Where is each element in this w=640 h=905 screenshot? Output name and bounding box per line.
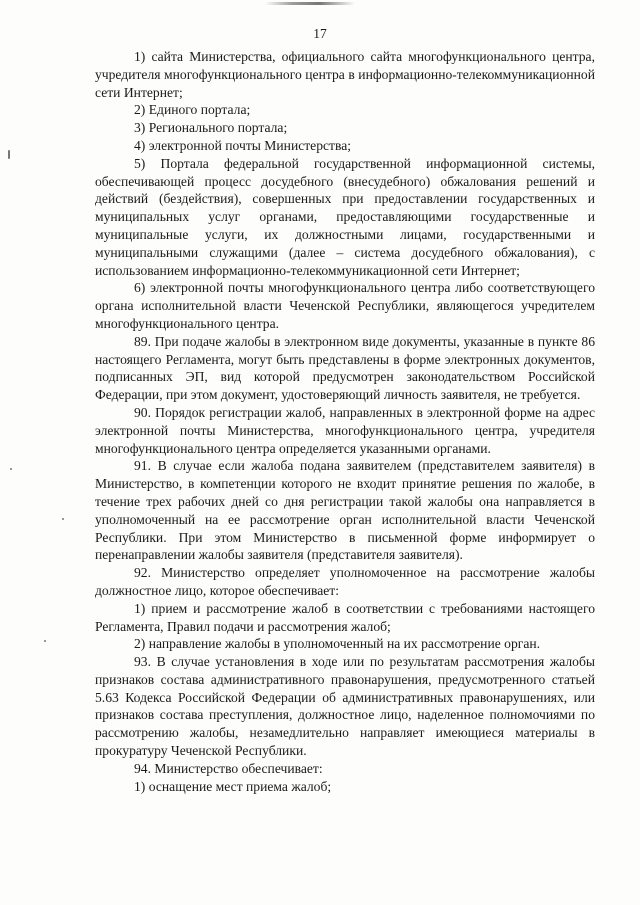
paragraph-clause-92: 92. Министерство определяет уполномоченное на рассмотрение жалобы должностное лицо, которое обеспечивает: [95,565,595,598]
paragraph-item-4-email: 4) электронной почты Министерства; [134,137,352,153]
scan-speck [8,150,10,159]
paragraph-item-6-mfc-email: 6) электронной почты многофункционального центра либо соответствующего органа исполнительной власти Чеченской Республики, являющегося учредителем многофункционального центра. [95,280,595,331]
paragraph-clause-89: 89. При подаче жалобы в электронном виде документы, указанные в пункте 86 настоящего Регламента, могут быть представлены в форме электронных документов, подписанных ЭП, вид которой предусмотрен законодательством Российской Федерации, при этом документ, удостоверяющий личность заявителя, не требуется. [95,333,595,403]
scan-speck [62,518,64,520]
paragraph-item-1-website: 1) сайта Министерства, официального сайта многофункционального центра, учредителя многофункционального центра в информационно-телекоммуникационной сети Интернет; [95,49,595,100]
scan-artifact [265,2,355,5]
paragraph-clause-94-item-1: 1) оснащение мест приема жалоб; [134,778,332,794]
document-body [95,48,595,795]
paragraph-clause-92-item-1: 1) прием и рассмотрение жалоб в соответствии с требованиями настоящего Регламента, Правил подачи и рассмотрения жалоб; [95,600,595,634]
paragraph-item-3-regional-portal: 3) Регионального портала; [134,120,288,136]
paragraph-clause-91: 91. В случае если жалоба подана заявителем (представителем заявителя) в Министерство, в компетенции которого не входит принятие решения по жалобе, в течение трех рабочих дней со дня регистрации такой жалобы она направляется в уполномоченный на ее рассмотрение орган исполнительной власти Чеченской Республики. При этом Министерство в письменной форме информирует о перенаправлении жалобы заявителя (представителя заявителя). [95,458,595,563]
page-number: 17 [313,26,327,41]
paragraph-item-5-federal-portal: 5) Портала федеральной государственной информационной системы, обеспечивающей процесс досудебного (внесудебного) обжалования решений и действий (бездействия), совершенных при предоставлении государственных и муниципальных услуг органами, предоставляющими государственные и муниципальные услуги, их должностными лицами, государственными и муниципальными служащими (далее – система досудебного обжалования), с использованием информационно-телекоммуникационной сети Интернет; [95,155,595,278]
scan-speck [44,640,46,642]
scan-speck [10,468,12,470]
paragraph-clause-94: 94. Министерство обеспечивает: [134,760,323,776]
paragraph-clause-92-item-2: 2) направление жалобы в уполномоченный на их рассмотрение орган. [134,636,541,652]
paragraph-clause-90: 90. Порядок регистрации жалоб, направленных в электронной форме на адрес электронной почты Министерства, многофункционального центра, учредителя многофункционального центра определяется указанными органами. [95,404,595,456]
paragraph-item-2-unified-portal: 2) Единого портала; [134,102,251,118]
paragraph-clause-93: 93. В случае установления в ходе или по результатам рассмотрения жалобы признаков состава административного правонарушения, предусмотренного статьей 5.63 Кодекса Российской Федерации об административных правонарушениях, или признаков состава преступления, должностное лицо, наделенное полномочиями по рассмотрению жалобы, незамедлительно направляет имеющиеся материалы в прокуратуру Чеченской Республики. [95,654,595,759]
